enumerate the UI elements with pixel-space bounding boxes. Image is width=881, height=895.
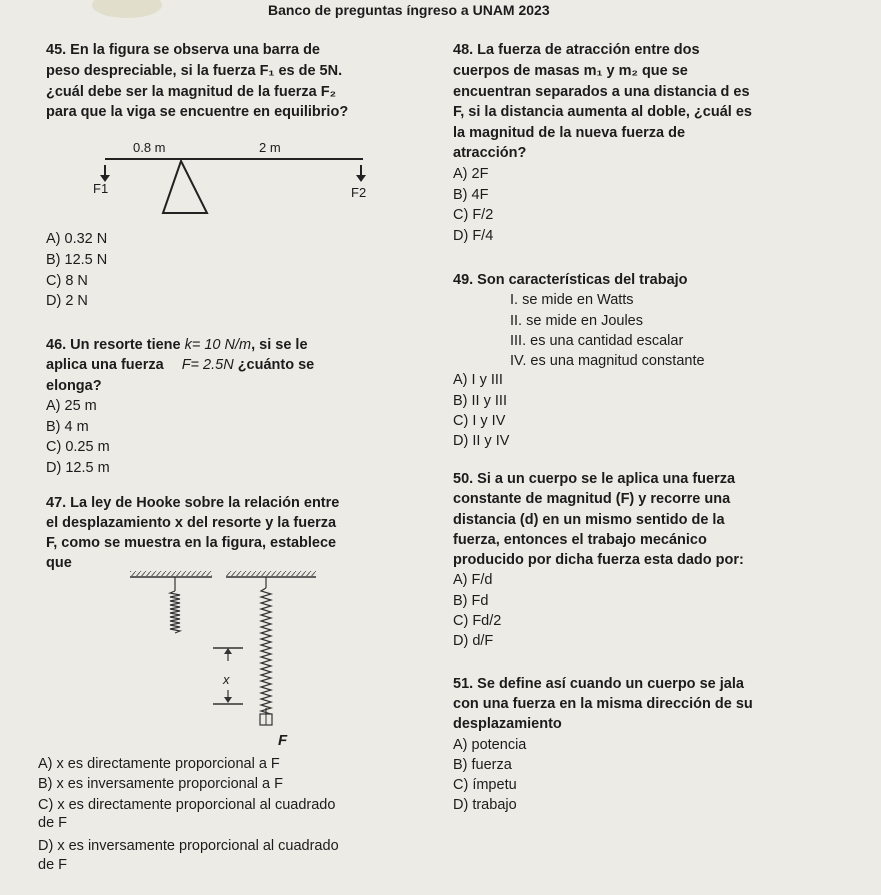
q47-option[interactable]: D) x es inversamente proporcional al cuadrado [38,838,339,854]
q50-line: constante de magnitud (F) y recorre una [453,491,731,507]
q47-option[interactable]: C) x es directamente proporcional al cuadrado [38,797,336,813]
q45-option[interactable]: D) 2 N [46,293,88,309]
dist-label-left: 0.8 m [133,140,166,155]
q49-option[interactable]: D) II y IV [453,433,510,449]
q46-text: ¿cuánto se [233,357,315,373]
q46-line: elonga? [46,378,102,394]
q47-option[interactable]: A) x es directamente proporcional a F [38,756,280,772]
q46-option[interactable]: A) 25 m [46,398,97,414]
q46-option[interactable]: B) 4 m [46,419,89,435]
q49-item: II. se mide en Joules [510,313,643,329]
q51-option[interactable]: A) potencia [453,737,527,753]
q49-item: IV. es una magnitud constante [510,353,705,369]
q45-option[interactable]: A) 0.32 N [46,231,108,247]
q45-line: peso despreciable, si la fuerza F₁ es de 5N. [46,63,343,79]
ceiling-left [130,571,212,576]
q45-option[interactable]: B) 12.5 N [46,252,108,268]
q51-line: desplazamiento [453,716,562,732]
lever-diagram [80,136,380,226]
q47-line: 47. La ley de Hooke sobre la relación entre [46,495,340,511]
dist-label-right: 2 m [259,140,281,155]
q46-option[interactable]: D) 12.5 m [46,460,110,476]
q48-option[interactable]: D) F/4 [453,228,494,244]
q49-option[interactable]: B) II y III [453,393,507,409]
force-label-f1: F1 [93,181,109,196]
q50-option[interactable]: C) Fd/2 [453,613,502,629]
q51-line: con una fuerza en la misma dirección de su [453,696,753,712]
q46-text: 46. Un resorte tiene [46,337,185,353]
q51-option[interactable]: D) trabajo [453,797,517,813]
x-label: x [223,672,230,687]
q49-item: III. es una cantidad escalar [510,333,684,349]
q50-line: distancia (d) en un mismo sentido de la [453,512,725,528]
q45-option[interactable]: C) 8 N [46,273,88,289]
q47-option-cont: de F [38,857,68,873]
q46-text: aplica una fuerza [46,357,168,373]
q49-item: I. se mide en Watts [510,292,634,308]
q49-option[interactable]: C) I y IV [453,413,506,429]
q46-option[interactable]: C) 0.25 m [46,439,110,455]
q48-line: 48. La fuerza de atracción entre dos [453,42,700,58]
q47-option-cont: de F [38,815,68,831]
ceiling-right [226,571,316,576]
fulcrum [163,161,207,213]
q48-line: F, si la distancia aumenta al doble, ¿cuál es [453,104,752,120]
q45-line: ¿cuál debe ser la magnitud de la fuerza F₂ [46,84,337,100]
q45-line: 45. En la figura se observa una barra de [46,42,320,58]
q48-line: cuerpos de masas m₁ y m₂ que se [453,63,688,79]
q48-option[interactable]: C) F/2 [453,207,494,223]
q50-option[interactable]: A) F/d [453,572,493,588]
q48-line: la magnitud de la nueva fuerza de [453,125,686,141]
q46-line [46,335,308,355]
f-label: F [278,732,288,749]
q50-line: fuerza, entonces el trabajo mecánico [453,532,707,548]
q46-line [46,355,314,375]
q46-k-value: k= 10 N/m [184,337,252,353]
q51-option[interactable]: C) ímpetu [453,777,517,793]
q47-line: F, como se muestra en la figura, establece [46,535,337,551]
spring-right [261,588,271,717]
q50-option[interactable]: B) Fd [453,593,489,609]
force-label-f2: F2 [351,185,367,200]
q49-option[interactable]: A) I y III [453,372,503,388]
q50-option[interactable]: D) d/F [453,633,494,649]
q47-option[interactable]: B) x es inversamente proporcional a F [38,776,283,792]
q50-line: 50. Si a un cuerpo se le aplica una fuerza [453,471,736,487]
spring-diagram [120,566,320,746]
q49-title: 49. Son características del trabajo [453,272,688,288]
q50-line: producido por dicha fuerza esta dado por: [453,552,744,568]
q46-f-value: F= 2.5N [181,357,234,373]
q47-line: que [46,555,72,571]
q48-option[interactable]: B) 4F [453,187,489,203]
page-title: Banco de preguntas íngreso a UNAM 2023 [268,2,550,18]
q51-line: 51. Se define así cuando un cuerpo se jala [453,676,744,692]
paper-stain [92,0,162,18]
q47-line: el desplazamiento x del resorte y la fuerza [46,515,337,531]
q48-line: atracción? [453,145,527,161]
q45-line: para que la viga se encuentre en equilibrio? [46,104,349,120]
q48-line: encuentran separados a una distancia d es [453,84,750,100]
q46-text: , si se le [251,337,308,353]
spring-left [170,591,180,633]
q48-option[interactable]: A) 2F [453,166,489,182]
q51-option[interactable]: B) fuerza [453,757,512,773]
